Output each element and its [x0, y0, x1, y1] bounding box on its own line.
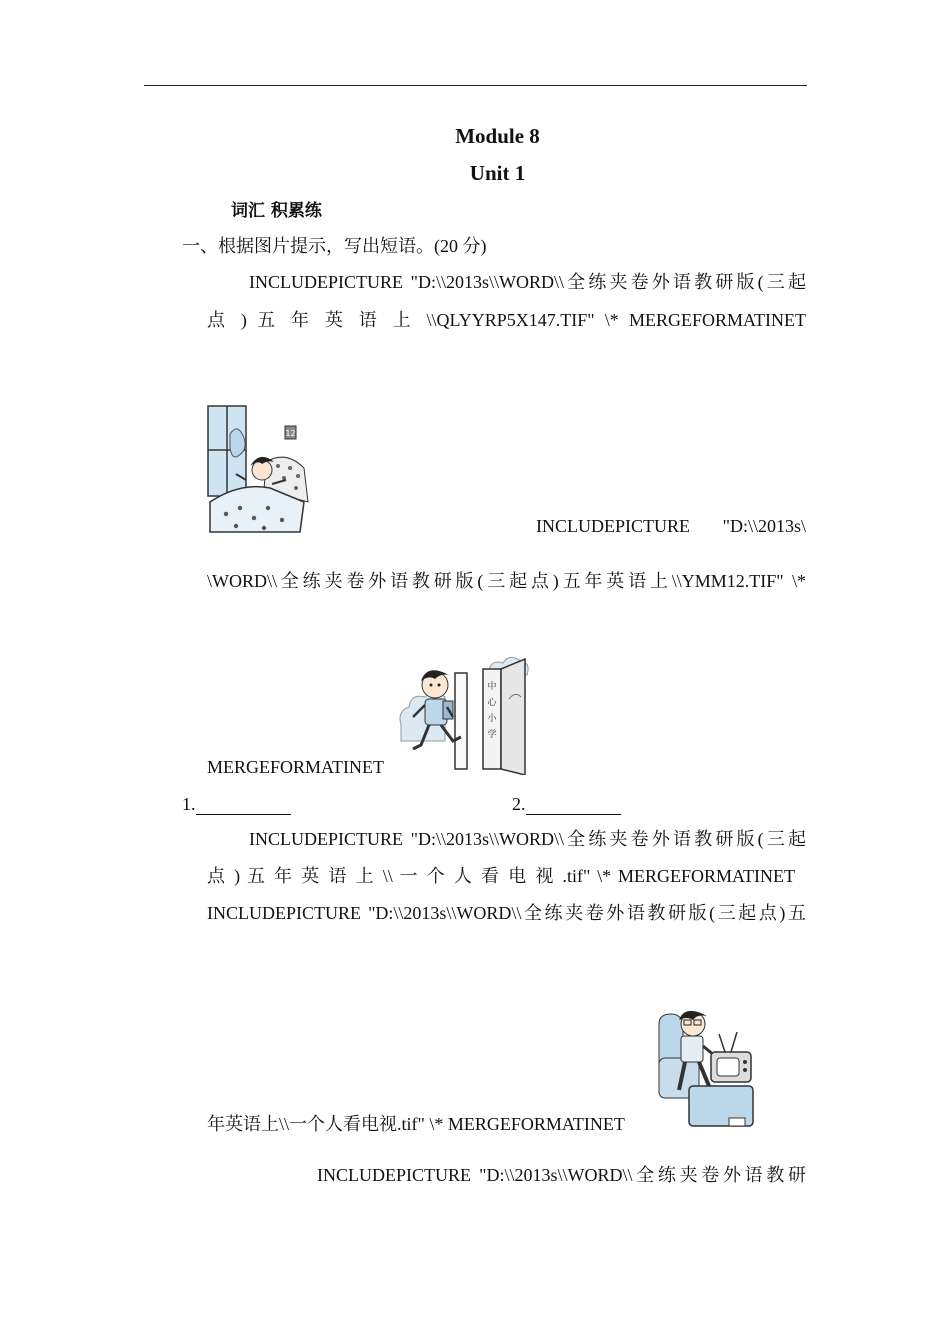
- girl-in-bed-image: [206, 404, 310, 534]
- question-heading: 一、根据图片提示，写出短语。(20 分): [182, 236, 487, 256]
- school-sign-char: 中: [487, 682, 497, 692]
- watching-tv-image: [655, 1000, 761, 1132]
- field-code-line-9: 年英语上\\一个人看电视.tif" \* MERGEFORMATINET: [207, 1114, 625, 1134]
- blank-2-number: 2.: [512, 794, 526, 814]
- field-code-line-6: INCLUDEPICTURE "D:\\2013s\\WORD\\全练夹卷外语教研版(三起: [249, 829, 806, 849]
- module-title: Module 8: [455, 124, 540, 148]
- field-code-line-5: MERGEFORMATINET: [207, 757, 385, 777]
- field-code-line-10: INCLUDEPICTURE "D:\\2013s\\WORD\\全练夹卷外语教研: [317, 1165, 806, 1185]
- field-code-line-3: INCLUDEPICTURE "D:\\2013s\: [536, 516, 806, 536]
- school-sign-char: 小: [487, 714, 497, 724]
- field-code-line-4: \WORD\\全练夹卷外语教研版(三起点)五年英语上\\YMM12.TIF" \*: [207, 571, 806, 591]
- field-code-line-1: INCLUDEPICTURE "D:\\2013s\\WORD\\全练夹卷外语教研版(三起: [249, 272, 806, 292]
- school-sign-char: 心: [487, 698, 497, 708]
- answer-line-1[interactable]: [196, 797, 291, 815]
- calendar-icon: [285, 426, 296, 439]
- unit-title: Unit 1: [469, 161, 526, 185]
- calendar-number: 12: [285, 429, 296, 438]
- blank-2[interactable]: [512, 793, 621, 815]
- blank-1[interactable]: [182, 793, 291, 815]
- boy-to-school-image: [397, 655, 529, 775]
- field-code-line-2: 点 ) 五 年 英 语 上 \\QLYYRP5X147.TIF" \* MERGEFORMATINET: [207, 310, 806, 330]
- section-label: 词汇 积累练: [231, 201, 322, 221]
- header-rule: [144, 85, 807, 86]
- school-sign-char: 学: [487, 730, 497, 740]
- blank-1-number: 1.: [182, 794, 196, 814]
- field-code-line-7: 点 ) 五 年 英 语 上 \\ 一 个 人 看 电 视 .tif" \* MERGEFORMATINET: [207, 866, 795, 886]
- field-code-line-8: INCLUDEPICTURE "D:\\2013s\\WORD\\全练夹卷外语教研版(三起点)五: [207, 903, 806, 923]
- answer-line-2[interactable]: [526, 797, 621, 815]
